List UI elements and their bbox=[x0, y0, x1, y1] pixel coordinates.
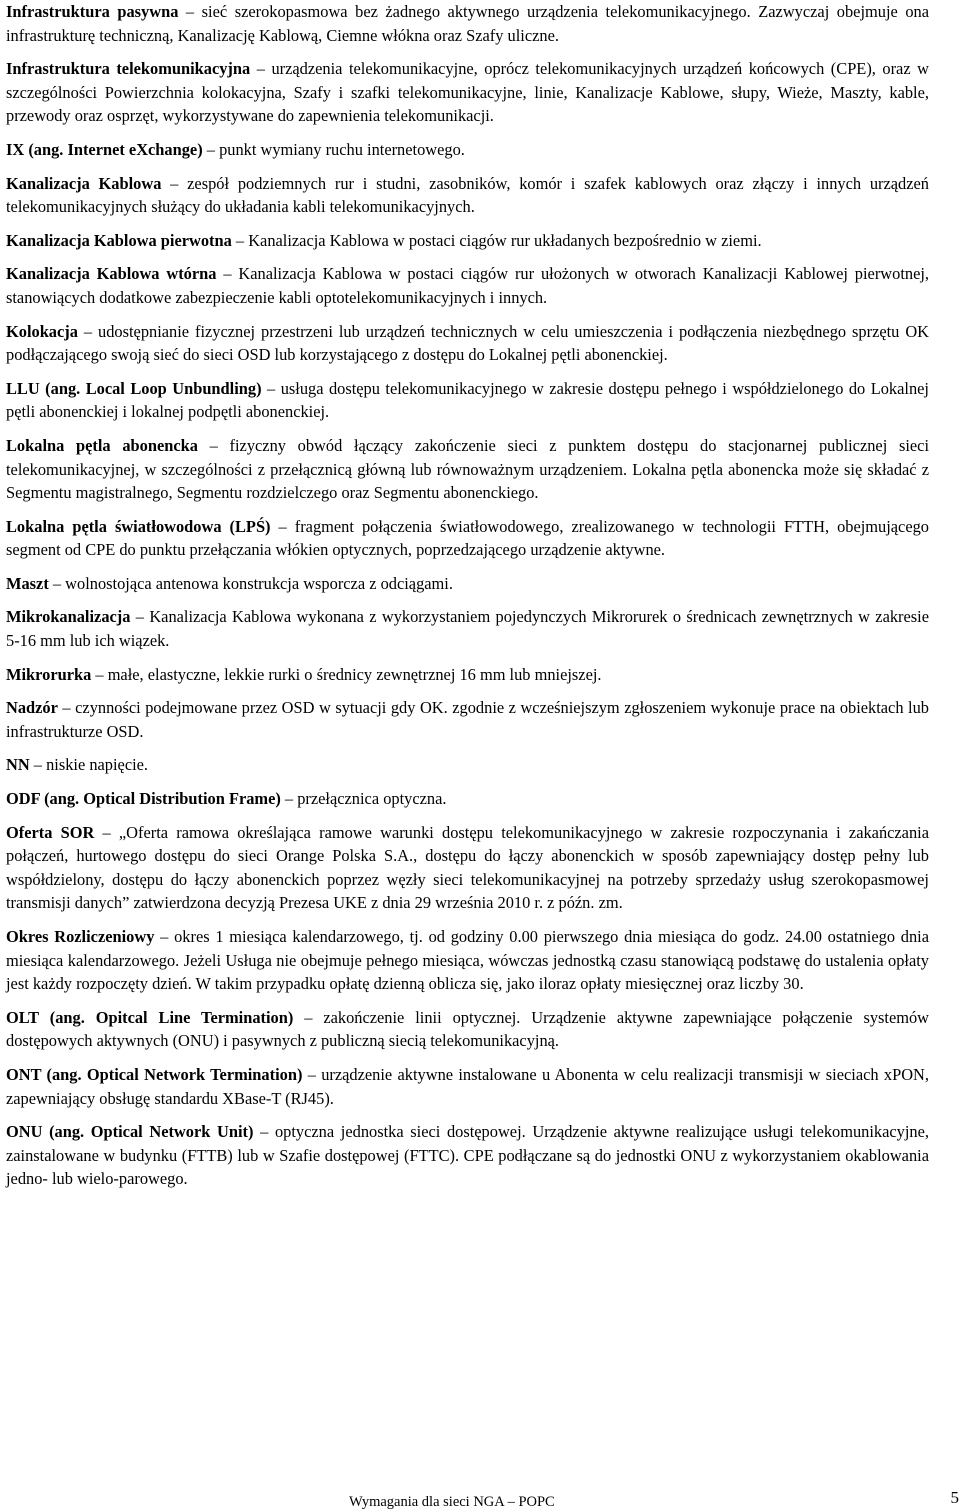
entry-term: LLU (ang. Local Loop Unbundling) bbox=[6, 378, 262, 398]
glossary-entry bbox=[6, 138, 929, 162]
glossary-entry bbox=[6, 320, 929, 367]
glossary-entry bbox=[6, 572, 929, 596]
entry-definition: – sieć szerokopasmowa bez żadnego aktywnego urządzenia telekomunikacyjnego. Zazwyczaj obejmuje ona infrastrukturę techniczną, Kanalizację Kablową, Ciemne włókna oraz Szafy uliczne. bbox=[6, 2, 929, 45]
entry-term: Kolokacja bbox=[6, 321, 78, 341]
entry-term: OLT (ang. Opitcal Line Termination) bbox=[6, 1007, 294, 1027]
entry-term: Lokalna pętla abonencka bbox=[6, 435, 198, 455]
entry-definition: – wolnostojąca antenowa konstrukcja wsporcza z odciągami. bbox=[48, 573, 453, 593]
glossary-entry bbox=[6, 925, 929, 996]
glossary-entry bbox=[6, 434, 929, 505]
entry-term: IX (ang. Internet eXchange) bbox=[6, 139, 203, 159]
entry-definition: – zespół podziemnych rur i studni, zasobników, komór i szafek kablowych oraz złączy i innych urządzeń telekomunikacyjnych służący do układania kabli telekomunikacyjnych. bbox=[6, 173, 929, 217]
glossary-entry bbox=[6, 1006, 929, 1053]
glossary-entry bbox=[6, 696, 929, 743]
glossary-entry bbox=[6, 753, 929, 777]
glossary-entry bbox=[6, 787, 929, 811]
entry-term: NN bbox=[6, 755, 30, 775]
glossary-content bbox=[6, 0, 929, 1201]
page-number: 5 bbox=[950, 1488, 959, 1507]
entry-definition: – usługa dostępu telekomunikacyjnego w zakresie dostępu pełnego i współdzielonego do Lokalnej pętli abonenckiej i lokalnej podpętli abonenckiej. bbox=[6, 378, 929, 422]
glossary-entry bbox=[6, 515, 929, 562]
glossary-entry bbox=[6, 229, 929, 253]
entry-term: Kanalizacja Kablowa bbox=[6, 173, 162, 193]
entry-definition: – udostępnianie fizycznej przestrzeni lub urządzeń technicznych w celu umieszczenia i podłączenia niezbędnego sprzętu OK podłączającego swoją sieć do sieci OSD lub korzystającego z dostępu do Lokalnej pętli abonenckiej. bbox=[6, 321, 929, 365]
entry-term: Infrastruktura telekomunikacyjna bbox=[6, 59, 251, 79]
entry-term: Kanalizacja Kablowa pierwotna bbox=[6, 230, 232, 250]
entry-term: Mikrorurka bbox=[6, 664, 92, 684]
entry-term: Lokalna pętla światłowodowa (LPŚ) bbox=[6, 516, 271, 536]
entry-definition: – urządzenia telekomunikacyjne, oprócz telekomunikacyjnych urządzeń końcowych (CPE), oraz w szczególności Powierzchnia kolokacyjna, Szafy i szafki telekomunikacyjne, linie, Kanalizacje Kablowe, słupy, Wieże, Maszty, kable, przewody oraz osprzęt, wykorzystywane do zapewnienia telekomunikacji. bbox=[6, 59, 929, 126]
entry-definition: – niskie napięcie. bbox=[29, 755, 149, 775]
entry-definition: – zakończenie linii optycznej. Urządzenie aktywne zapewniające połączenie systemów dostępowych aktywnych (ONU) i pasywnych z publiczną siecią telekomunikacyjną. bbox=[6, 1007, 930, 1051]
entry-definition: – fizyczny obwód łączący zakończenie sieci z punktem dostępu do stacjonarnej publicznej sieci telekomunikacyjnej, w szczególności z przełącznicą główną lub równoważnym urządzeniem. Lokalna pętla abonencka może się składać z Segmentu magistralnego, Segmentu rozdzielczego oraz Segmentu abonenckiego. bbox=[6, 435, 929, 503]
entry-definition: – fragment połączenia światłowodowego, zrealizowanego w technologii FTTH, obejmującego segment od CPE do punktu przełączania włókien optycznych, poprzedzającego urządzenie aktywne. bbox=[6, 516, 929, 560]
entry-term: Kanalizacja Kablowa wtórna bbox=[6, 264, 217, 284]
entry-term: Oferta SOR bbox=[6, 822, 95, 842]
glossary-entry bbox=[6, 377, 929, 424]
footer-title: Wymagania dla sieci NGA – POPC bbox=[349, 1494, 555, 1510]
glossary-entry bbox=[6, 663, 929, 687]
glossary-entry bbox=[6, 0, 929, 47]
entry-definition: – okres 1 miesiąca kalendarzowego, tj. od godziny 0.00 pierwszego dnia miesiąca do godz. 24.00 ostatniego dnia miesiąca kalendarzowego. Jeżeli Usługa nie obejmuje pełnego miesiąca, wówczas jednostką czasu stanowiącą podstawę do ustalenia opłaty jest każdy rozpoczęty dzień. W takim przypadku opłatę dzienną oblicza się, jako iloraz opłaty miesięcznej oraz liczby 30. bbox=[6, 927, 929, 994]
entry-definition: – Kanalizacja Kablowa w postaci ciągów rur ułożonych w otworach Kanalizacji Kablowej pierwotnej, stanowiących dodatkowe zabezpieczenie kabli optotelekomunikacyjnych i innych. bbox=[6, 264, 929, 307]
entry-term: Maszt bbox=[6, 573, 49, 593]
glossary-entry bbox=[6, 1063, 929, 1110]
glossary-entry bbox=[6, 605, 929, 652]
glossary-entry bbox=[6, 57, 929, 128]
entry-term: Okres Rozliczeniowy bbox=[6, 927, 155, 946]
entry-term: Infrastruktura pasywna bbox=[6, 2, 179, 21]
entry-definition: – „Oferta ramowa określająca ramowe warunki dostępu telekomunikacyjnego w zakresie rozpoczynania i zakańczania połączeń, hurtowego dostępu do sieci Orange Polska S.A., dostępu do łączy abonenckich w sposób zapewniający dostęp pełny lub współdzielony, dostępu do łączy abonenckich poprzez węzły sieci telekomunikacyjnej na potrzeby sprzedaży usług szerokopasmowej transmisji danych” zatwierdzona decyzją Prezesa UKE z dnia 29 września 2010 r. z późn. zm. bbox=[6, 822, 929, 913]
entry-term: Mikrokanalizacja bbox=[6, 607, 131, 627]
entry-term: ONU (ang. Optical Network Unit) bbox=[6, 1122, 254, 1142]
entry-definition: – punkt wymiany ruchu internetowego. bbox=[202, 139, 465, 159]
glossary-entry bbox=[6, 1120, 929, 1191]
glossary-entry bbox=[6, 821, 929, 915]
entry-term: ODF (ang. Optical Distribution Frame) bbox=[6, 789, 281, 809]
entry-term: Nadzór bbox=[6, 698, 58, 718]
entry-definition: – małe, elastyczne, lekkie rurki o średnicy zewnętrznej 16 mm lub mniejszej. bbox=[91, 664, 602, 684]
entry-definition: – czynności podejmowane przez OSD w sytuacji gdy OK. zgodnie z wcześniejszym zgłoszeniem wykonuje prace na obiektach lub infrastrukturze OSD. bbox=[6, 698, 929, 741]
page-footer bbox=[0, 1488, 960, 1512]
entry-definition: – przełącznica optyczna. bbox=[280, 789, 447, 809]
glossary-entry bbox=[6, 172, 929, 219]
entry-term: ONT (ang. Optical Network Termination) bbox=[6, 1064, 303, 1084]
entry-definition: – urządzenie aktywne instalowane u Abonenta w celu realizacji transmisji w sieciach xPON, zapewniający obsługę standardu XBase-T (RJ45). bbox=[6, 1064, 929, 1108]
glossary-entry bbox=[6, 262, 929, 309]
entry-definition: – Kanalizacja Kablowa wykonana z wykorzystaniem pojedynczych Mikrorurek o średnicach zewnętrznych w zakresie 5-16 mm lub ich wiązek. bbox=[6, 607, 929, 651]
entry-definition: – optyczna jednostka sieci dostępowej. Urządzenie aktywne realizujące usługi telekomunikacyjne, zainstalowane w budynku (FTTB) lub w Szafie dostępowej (FTTC). CPE podłączane są do jednostki ONU z wykorzystaniem okablowania jedno- lub wielo-parowego. bbox=[6, 1122, 929, 1189]
entry-definition: – Kanalizacja Kablowa w postaci ciągów rur układanych bezpośrednio w ziemi. bbox=[231, 230, 762, 250]
